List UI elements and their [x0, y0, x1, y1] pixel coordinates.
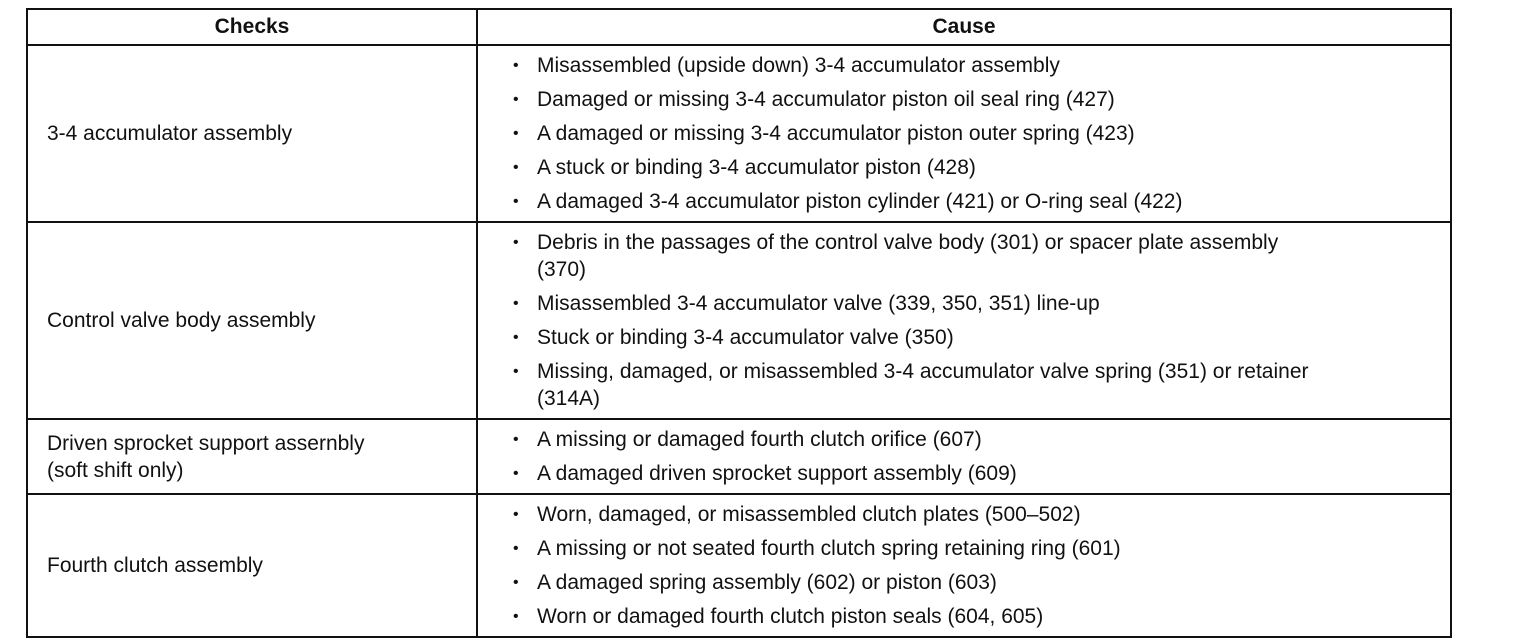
- header-cause: Cause: [477, 9, 1451, 45]
- cause-text: A damaged or missing 3-4 accumulator piston outer spring (423): [537, 122, 1135, 145]
- header-row: [27, 9, 1451, 45]
- bullet-icon: •: [513, 125, 519, 142]
- cause-text: Misassembled 3-4 accumulator valve (339, 350, 351) line-up: [537, 292, 1100, 315]
- check-text: Control valve body assembly: [47, 309, 316, 332]
- list-item: [504, 52, 1440, 79]
- bullet-icon: •: [513, 295, 519, 312]
- check-text: Fourth clutch assembly: [47, 554, 263, 577]
- cause-text: Damaged or missing 3-4 accumulator piston oil seal ring (427): [537, 88, 1115, 111]
- check-cell: [27, 222, 477, 419]
- check-cell: [27, 494, 477, 637]
- check-text: Driven sprocket support assernbly: [47, 431, 365, 455]
- checks-cause-table: [26, 8, 1452, 638]
- table-row: [27, 419, 1451, 494]
- cause-text: Worn or damaged fourth clutch piston seals (604, 605): [537, 605, 1044, 628]
- list-item: [504, 86, 1440, 113]
- bullet-icon: •: [513, 574, 519, 591]
- bullet-icon: •: [513, 57, 519, 74]
- list-item: [504, 569, 1440, 596]
- check-text: (soft shift only): [47, 458, 184, 482]
- bullet-icon: •: [513, 608, 519, 625]
- bullet-icon: •: [513, 329, 519, 346]
- checks-cause-table-container: [26, 8, 1450, 638]
- cause-list: [504, 501, 1440, 630]
- table-row: [27, 45, 1451, 222]
- cause-text: Stuck or binding 3-4 accumulator valve (350): [537, 326, 954, 349]
- cause-text: A missing or damaged fourth clutch orifice (607): [537, 428, 982, 451]
- cause-text: A missing or not seated fourth clutch spring retaining ring (601): [537, 537, 1121, 560]
- bullet-icon: •: [513, 431, 519, 448]
- list-item: [504, 358, 1440, 412]
- list-item: [504, 603, 1440, 630]
- cause-cell: [477, 222, 1451, 419]
- list-item: [504, 460, 1440, 487]
- table-row: [27, 494, 1451, 637]
- list-item: [504, 188, 1440, 215]
- bullet-icon: •: [513, 506, 519, 523]
- list-item: [504, 324, 1440, 351]
- header-checks: Checks: [27, 9, 477, 45]
- list-item: [504, 426, 1440, 453]
- cause-text: Misassembled (upside down) 3-4 accumulator assembly: [537, 54, 1060, 77]
- bullet-icon: •: [513, 91, 519, 108]
- cause-text: A damaged spring assembly (602) or piston (603): [537, 571, 997, 594]
- cause-text: Missing, damaged, or misassembled 3-4 accumulator valve spring (351) or retainer (314A): [537, 360, 1309, 410]
- cause-text: A stuck or binding 3-4 accumulator piston (428): [537, 156, 976, 179]
- cause-cell: [477, 419, 1451, 494]
- cause-list: [504, 52, 1440, 215]
- list-item: [504, 229, 1440, 283]
- bullet-icon: •: [513, 540, 519, 557]
- list-item: [504, 290, 1440, 317]
- list-item: [504, 120, 1440, 147]
- bullet-icon: •: [513, 465, 519, 482]
- bullet-icon: •: [513, 193, 519, 210]
- cause-text: Debris in the passages of the control valve body (301) or spacer plate assembly (370): [537, 231, 1279, 281]
- list-item: [504, 154, 1440, 181]
- bullet-icon: •: [513, 234, 519, 251]
- list-item: [504, 501, 1440, 528]
- list-item: [504, 535, 1440, 562]
- cause-text: A damaged 3-4 accumulator piston cylinder (421) or O-ring seal (422): [537, 190, 1183, 213]
- bullet-icon: •: [513, 363, 519, 380]
- check-text: 3-4 accumulator assembly: [47, 122, 293, 145]
- cause-list: [504, 426, 1440, 487]
- cause-list: [504, 229, 1440, 412]
- check-cell: [27, 45, 477, 222]
- cause-cell: [477, 45, 1451, 222]
- table-row: [27, 222, 1451, 419]
- cause-cell: [477, 494, 1451, 637]
- cause-text: A damaged driven sprocket support assembly (609): [537, 462, 1017, 485]
- check-cell: [27, 419, 477, 494]
- bullet-icon: •: [513, 159, 519, 176]
- cause-text: Worn, damaged, or misassembled clutch plates (500–502): [537, 503, 1081, 526]
